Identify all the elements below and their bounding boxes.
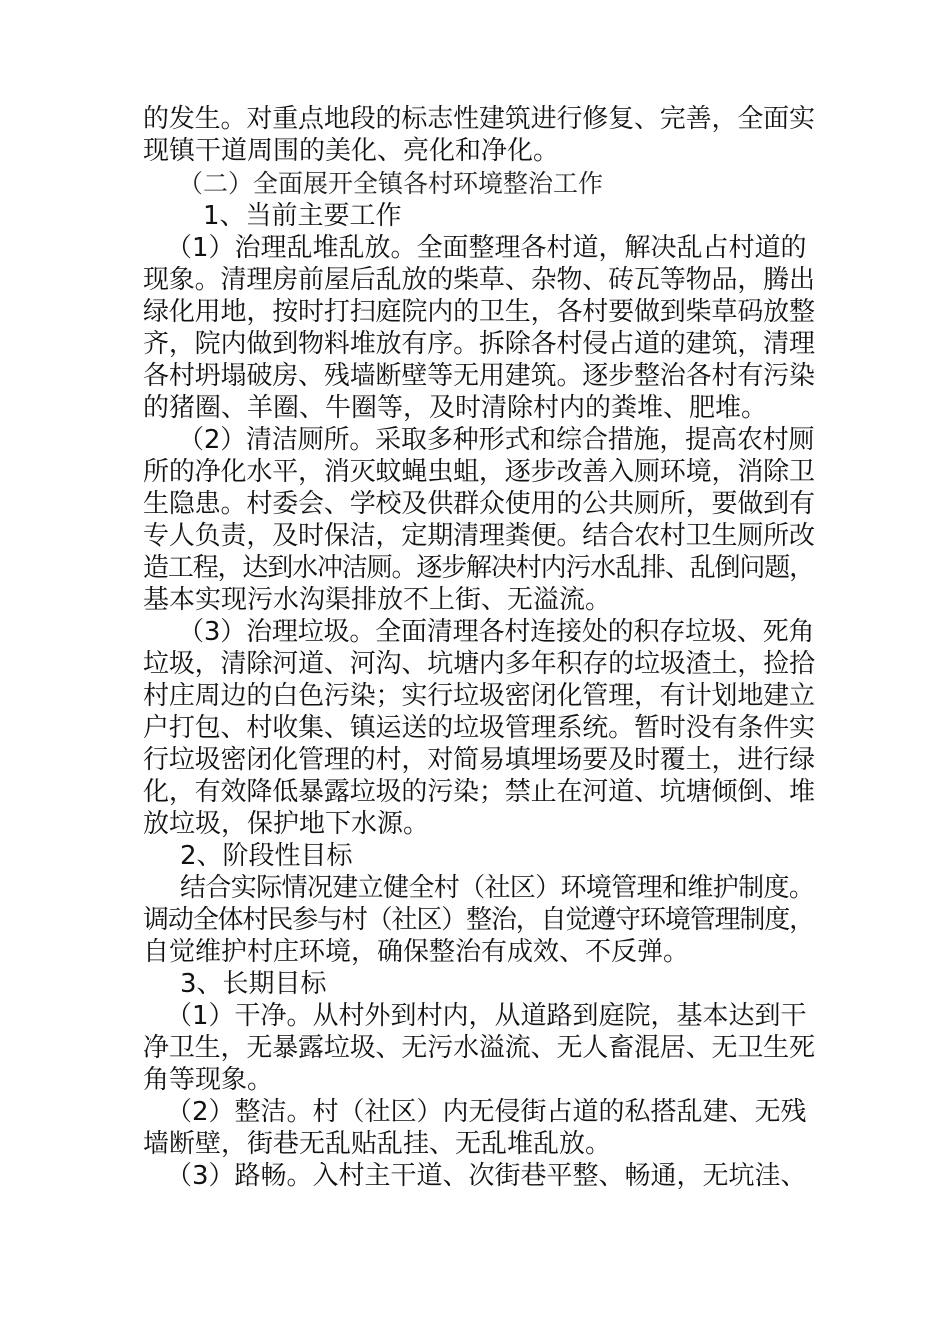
paragraph-line: 齐，院内做到物料堆放有序。拆除各村侵占道的建筑，清理: [143, 329, 815, 359]
paragraph-line: 角等现象。: [143, 1065, 274, 1095]
paragraph-line: 户打包、村收集、镇运送的垃圾管理系统。暂时没有条件实: [143, 713, 815, 743]
paragraph-line: （2）清洁厕所。采取多种形式和综合措施，提高农村厕: [178, 425, 815, 455]
paragraph-line: 绿化用地，按时打扫庭院内的卫生，各村要做到柴草码放整: [143, 297, 815, 327]
paragraph-line: 村庄周边的白色污染；实行垃圾密闭化管理，有计划地建立: [143, 681, 815, 711]
paragraph-line: 生隐患。村委会、学校及供群众使用的公共厕所，要做到有: [143, 489, 815, 519]
paragraph-line: 现镇干道周围的美化、亮化和净化。: [143, 136, 560, 166]
subsection-heading: 1、当前主要工作: [203, 201, 402, 231]
section-heading: （二）全面展开全镇各村环境整治工作: [178, 169, 604, 198]
paragraph-line: 墙断壁，街巷无乱贴乱挂、无乱堆乱放。: [143, 1129, 612, 1159]
paragraph-line: （1）干净。从村外到村内，从道路到庭院，基本达到干: [166, 1001, 807, 1031]
paragraph-line: 造工程，达到水冲洁厕。逐步解决村内污水乱排、乱倒问题，: [143, 553, 814, 583]
paragraph-line: 化，有效降低暴露垃圾的污染；禁止在河道、坑塘倾倒、堆: [143, 777, 815, 807]
paragraph-line: 放垃圾，保护地下水源。: [143, 809, 430, 839]
paragraph-line: 净卫生，无暴露垃圾、无污水溢流、无人畜混居、无卫生死: [143, 1033, 815, 1063]
paragraph-line: 垃圾，清除河道、河沟、坑塘内多年积存的垃圾渣土，捡拾: [143, 649, 815, 679]
paragraph-line: 结合实际情况建立健全村（社区）环境管理和维护制度。: [180, 873, 815, 903]
paragraph-line: 的猪圈、羊圈、牛圈等，及时清除村内的粪堆、肥堆。: [143, 393, 768, 423]
paragraph-line: （2）整洁。村（社区）内无侵街占道的私搭乱建、无残: [166, 1097, 807, 1127]
paragraph-line: 基本实现污水沟渠排放不上街、无溢流。: [143, 585, 612, 615]
subsection-heading: 2、阶段性目标: [180, 841, 353, 871]
paragraph-line: 调动全体村民参与村（社区）整治，自觉遵守环境管理制度，: [143, 905, 814, 935]
paragraph-line: 所的净化水平，消灭蚊蝇虫蛆，逐步改善入厕环境，消除卫: [143, 457, 815, 487]
paragraph-line: （3）路畅。入村主干道、次街巷平整、畅通，无坑洼、: [166, 1161, 807, 1191]
paragraph-line: 专人负责，及时保洁，定期清理粪便。结合农村卫生厕所改: [143, 521, 815, 551]
subsection-heading: 3、长期目标: [180, 969, 327, 999]
paragraph-line: （1）治理乱堆乱放。全面整理各村道，解决乱占村道的: [166, 233, 807, 263]
paragraph-line: 的发生。对重点地段的标志性建筑进行修复、完善，全面实: [143, 104, 815, 134]
paragraph-line: 自觉维护村庄环境，确保整治有成效、不反弹。: [143, 937, 690, 967]
paragraph-line: 各村坍塌破房、残墙断壁等无用建筑。逐步整治各村有污染: [143, 361, 815, 391]
paragraph-line: （3）治理垃圾。全面清理各村连接处的积存垃圾、死角: [178, 617, 815, 647]
paragraph-line: 现象。清理房前屋后乱放的柴草、杂物、砖瓦等物品，腾出: [143, 265, 815, 295]
paragraph-line: 行垃圾密闭化管理的村，对简易填埋场要及时覆土，进行绿: [143, 745, 815, 775]
